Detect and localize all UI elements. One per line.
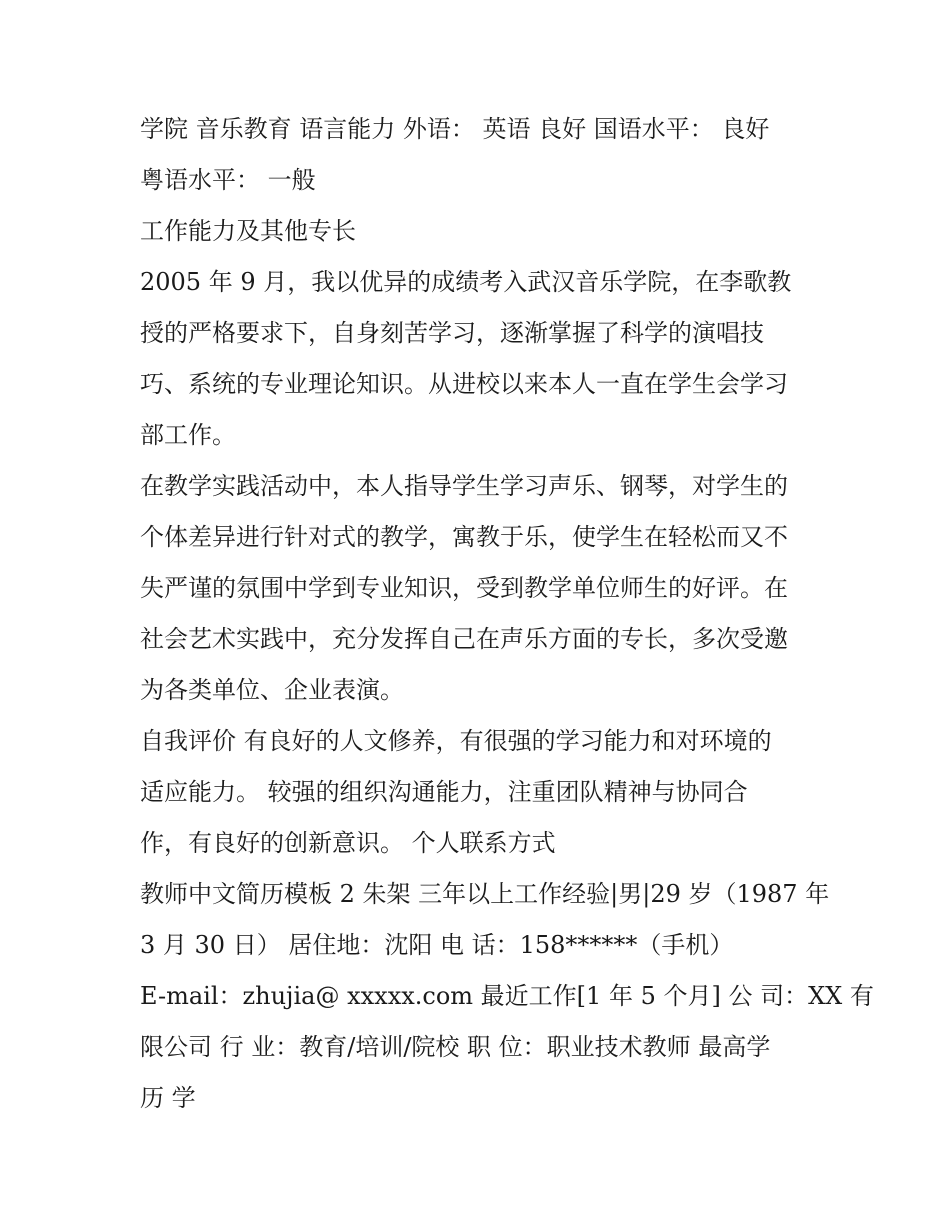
text-line: 社会艺术实践中，充分发挥自己在声乐方面的专长，多次受邀 bbox=[140, 625, 788, 653]
text-line: 个体差异进行针对式的教学，寓教于乐，使学生在轻松而又不 bbox=[140, 523, 788, 551]
text-line: 失严谨的氛围中学到专业知识，受到教学单位师生的好评。在 bbox=[140, 574, 788, 602]
text-line: 限公司 行 业：教育/培训/院校 职 位：职业技术教师 最高学 bbox=[140, 1033, 771, 1061]
text-line: 授的严格要求下，自身刻苦学习，逐渐掌握了科学的演唱技 bbox=[140, 319, 764, 347]
text-line: 粤语水平： 一般 bbox=[140, 166, 316, 194]
text-line: 学院 音乐教育 语言能力 外语： 英语 良好 国语水平： 良好 bbox=[140, 115, 770, 143]
text-line: 3 月 30 日） 居住地：沈阳 电 话：158******（手机） bbox=[140, 931, 734, 959]
document-body bbox=[140, 104, 874, 1124]
text-line: 巧、系统的专业理论知识。从进校以来本人一直在学生会学习 bbox=[140, 370, 788, 398]
text-line: 为各类单位、企业表演。 bbox=[140, 676, 404, 704]
text-line: 2005 年 9 月，我以优异的成绩考入武汉音乐学院，在李歌教 bbox=[140, 268, 792, 296]
text-line: 部工作。 bbox=[140, 421, 236, 449]
text-line: 自我评价 有良好的人文修养，有很强的学习能力和对环境的 bbox=[140, 727, 772, 755]
text-line: 作，有良好的创新意识。 个人联系方式 bbox=[140, 829, 556, 857]
text-line: 适应能力。 较强的组织沟通能力，注重团队精神与协同合 bbox=[140, 778, 748, 806]
text-line: 教师中文简历模板 2 朱架 三年以上工作经验|男|29 岁（1987 年 bbox=[140, 880, 830, 908]
text-line: E-mail：zhujia@ xxxxx.com 最近工作[1 年 5 个月] 公 司：XX 有 bbox=[140, 982, 874, 1010]
text-line: 历 学 bbox=[140, 1084, 196, 1112]
text-line: 在教学实践活动中，本人指导学生学习声乐、钢琴，对学生的 bbox=[140, 472, 788, 500]
section-heading: 工作能力及其他专长 bbox=[140, 217, 356, 245]
